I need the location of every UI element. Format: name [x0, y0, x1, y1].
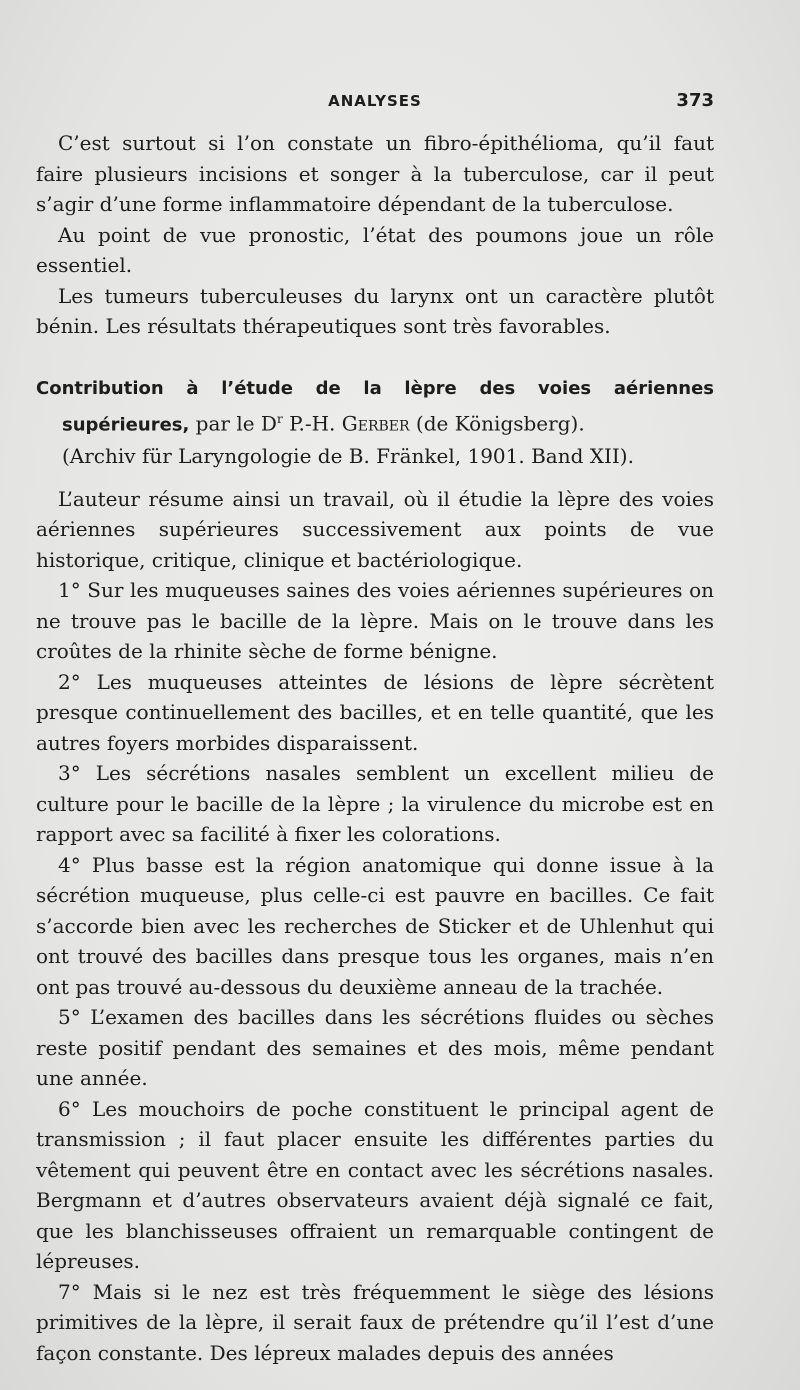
page-number: 373: [676, 90, 714, 111]
author-origin: (de Königsberg).: [409, 411, 585, 436]
paragraph: L’auteur résume ainsi un travail, où il étudie la lèpre des voies aériennes supérieures successivement aux points de vue historique, critique, clinique et bactériologique.: [36, 486, 714, 572]
paragraph: 6° Les mouchoirs de poche constituent le principal agent de transmission ; il faut placer ensuite les différentes parties du vêtement qui peuvent être en contact avec les sécrétions nasales. Bergmann et d’autres observateurs avaient déjà signalé ce fait, que les blanchisseuses offraient un remarquable contingent de lépreuses.: [36, 1096, 714, 1274]
author-name: Gerber: [341, 411, 410, 436]
running-title: ANALYSES: [328, 92, 422, 110]
paragraph: Les tumeurs tuberculeuses du larynx ont un caractère plutôt bénin. Les résultats thérapeutiques sont très favorables.: [36, 283, 714, 338]
article-by-sup: r: [276, 412, 283, 426]
paragraph: 5° L’examen des bacilles dans les sécrétions fluides ou sèches reste positif pendant des semaines et des mois, même pendant une année.: [36, 1005, 714, 1091]
page-header: [36, 88, 714, 128]
paragraph: 7° Mais si le nez est très fréquemment le siège des lésions primitives de la lèpre, il serait faux de prétendre qu’il l’est d’une façon constante. Des lépreux malades depuis des années: [36, 1279, 714, 1365]
paragraph: 2° Les muqueuses atteintes de lésions de lèpre sécrètent presque continuellement des bacilles, et en telle quantité, que les autres foyers morbides disparaissent.: [36, 669, 714, 755]
article-heading: [36, 372, 714, 472]
paragraph: Au point de vue pronostic, l’état des poumons joue un rôle essentiel.: [36, 222, 714, 277]
paragraph: 4° Plus basse est la région anatomique qui donne issue à la sécrétion muqueuse, plus celle-ci est pauvre en bacilles. Ce fait s’accorde bien avec les recherches de Sticker et de Uhlenhut qui ont trouvé des bacilles dans presque tous les organes, mais n’en ont pas trouvé au-dessous du deuxième anneau de la trachée.: [36, 852, 714, 999]
author-initials: P.-H.: [282, 411, 342, 436]
paragraph: 1° Sur les muqueuses saines des voies aériennes supérieures on ne trouve pas le bacille de la lèpre. Mais on le trouve dans les croûtes de la rhinite sèche de forme bénigne.: [36, 578, 714, 664]
article-citation: (Archiv für Laryngologie de B. Fränkel, 1901. Band XII).: [62, 444, 634, 469]
article-by: par le D: [189, 411, 277, 436]
article-title: Contribution à l’étude de la lèpre des voies aériennes supérieures,: [36, 377, 714, 436]
paragraph: C’est surtout si l’on constate un fibro-épithélioma, qu’il faut faire plusieurs incisions et songer à la tuberculose, car il peut s’agir d’une forme inflammatoire dépendant de la tuberculose.: [36, 131, 714, 216]
page-body: [36, 128, 714, 1368]
paragraph: 3° Les sécrétions nasales semblent un excellent milieu de culture pour le bacille de la lèpre ; la virulence du microbe est en rapport avec sa facilité à fixer les colorations.: [36, 761, 714, 847]
